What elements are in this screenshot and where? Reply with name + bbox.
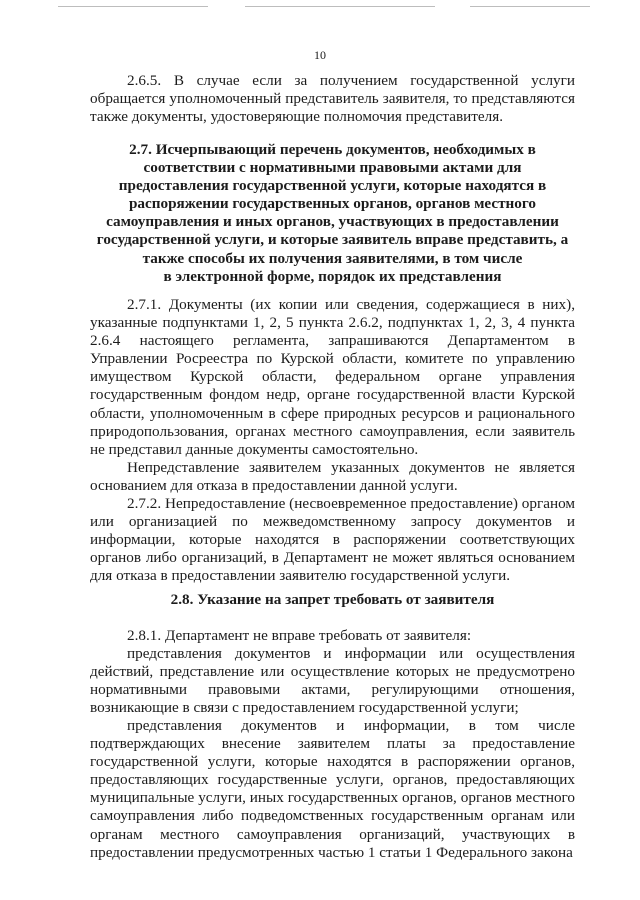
heading-line: самоуправления и иных органов, участвующих в предоставлении (106, 213, 559, 231)
page-number: 10 (314, 48, 326, 62)
paragraph-2-8-1: 2.8.1. Департамент не вправе требовать от заявителя: (127, 627, 472, 644)
paragraph-2-6-5: 2.6.5. В случае если за получением государственной услуги обращается уполномоченный представитель заявителя, то представляются также документы, удостоверяющие полномочия представителя. (90, 72, 575, 126)
heading-2-7 (90, 141, 575, 286)
list-item-1: представления документов и информации или осуществления действий, представление или осуществление которых не предусмотрено нормативными правовыми актами, регулирующими отношения, возникающие в связи с предоставлением государственной услуги; (90, 645, 575, 717)
heading-line: соответствии с нормативными правовыми актами для (143, 159, 522, 177)
paragraph-nonsubmission: Непредставление заявителем указанных документов не является основанием для отказа в предоставлении данной услуги. (90, 459, 575, 495)
heading-line: предоставления государственной услуги, которые находятся в (118, 177, 547, 195)
scan-artifact (470, 6, 590, 7)
heading-line: распоряжении государственных органов, органов местного (128, 195, 536, 213)
heading-line: 2.7. Исчерпывающий перечень документов, необходимых в (129, 141, 536, 158)
heading-line: 2.8. Указание на запрет требовать от заявителя (170, 591, 495, 608)
scan-artifact (58, 6, 208, 7)
heading-line: в электронной форме, порядок их представления (163, 267, 502, 285)
list-item-2: представления документов и информации, в том числе подтверждающих внесение заявителем платы за предоставление государственной услуги, которые находятся в распоряжении органов, предоставляющих государственные услуги, органов, предоставляющих муниципальные услуги, иных государственных органов, органов местного самоуправления либо подведомственных государственным органам или органам местного самоуправления организаций, участвующих в предоставлении предусмотренных частью 1 статьи 1 Федерального закона (90, 717, 575, 861)
heading-line: также способы их получения заявителями, в том числе (142, 249, 523, 267)
scan-artifact (245, 6, 435, 7)
heading-2-8 (90, 591, 575, 609)
paragraph-2-7-1: 2.7.1. Документы (их копии или сведения, содержащиеся в них), указанные подпунктами 1, 2, 5 пункта 2.6.2, подпунктах 1, 2, 3, 4 пункта 2.6.4 настоящего регламента, запрашиваются Департаментом в Управлении Росреестра по Курской области, комитете по управлению имуществом Курской области, федеральном органе управления государственным фондом недр, органе государственной власти Курской области, уполномоченным в сфере природных ресурсов и рационального природопользования, органах местного самоуправления, если заявитель не представил данные документы самостоятельно. (90, 296, 575, 458)
paragraph-2-7-2: 2.7.2. Непредоставление (несвоевременное предоставление) органом или организацией по межведомственному запросу документов и информации, которые находятся в распоряжении соответствующих органов либо организаций, в Департамент не может являться основанием для отказа в предоставлении заявителю государственной услуги. (90, 495, 575, 585)
heading-line: государственной услуги, и которые заявитель вправе представить, а (96, 231, 569, 249)
